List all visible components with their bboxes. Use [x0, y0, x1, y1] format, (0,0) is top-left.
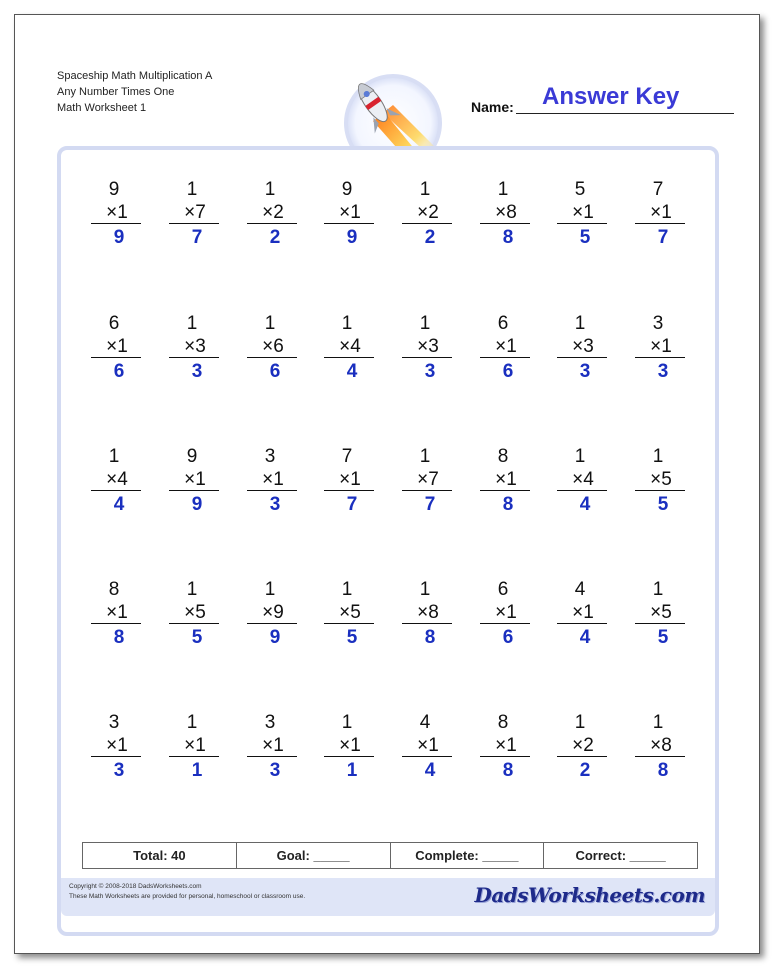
multiplier: ×1 — [480, 468, 530, 491]
multiplicand: 3 — [264, 446, 276, 467]
multiplicand: 9 — [108, 179, 120, 200]
problem-1-4 — [324, 178, 374, 251]
answer: 4 — [579, 494, 591, 515]
multiplicand: 1 — [186, 579, 198, 600]
problem-2-2 — [169, 312, 219, 385]
answer: 5 — [579, 227, 591, 248]
multiplier: ×1 — [557, 201, 607, 224]
answer-key-label: Answer Key — [542, 83, 680, 110]
multiplier: ×1 — [635, 201, 685, 224]
site-logo: DadsWorksheets.com — [474, 883, 705, 907]
multiplier: ×1 — [324, 468, 374, 491]
problem-5-6 — [480, 711, 530, 784]
multiplicand: 1 — [574, 712, 586, 733]
usage-line: These Math Worksheets are provided for personal, homeschool or classroom use. — [69, 893, 306, 900]
multiplicand: 1 — [652, 712, 664, 733]
correct-cell: Correct: _____ — [575, 848, 666, 863]
worksheet-header — [57, 68, 212, 116]
multiplicand: 1 — [574, 446, 586, 467]
multiplicand: 3 — [108, 712, 120, 733]
goal-cell: Goal: _____ — [237, 843, 391, 868]
answer: 6 — [502, 627, 514, 648]
multiplicand: 1 — [186, 313, 198, 334]
answer: 5 — [657, 627, 669, 648]
problem-2-4 — [324, 312, 374, 385]
multiplier: ×1 — [247, 734, 297, 757]
multiplier: ×6 — [247, 335, 297, 358]
problem-3-4 — [324, 445, 374, 518]
multiplicand: 8 — [497, 446, 509, 467]
multiplier: ×1 — [480, 335, 530, 358]
answer: 2 — [424, 227, 436, 248]
problem-4-1 — [91, 578, 141, 651]
multiplier: ×1 — [324, 734, 374, 757]
answer: 7 — [191, 227, 203, 248]
multiplicand: 1 — [341, 313, 353, 334]
problem-3-5 — [402, 445, 452, 518]
problem-1-8 — [635, 178, 685, 251]
answer: 6 — [113, 361, 125, 382]
multiplicand: 4 — [574, 579, 586, 600]
multiplicand: 7 — [652, 179, 664, 200]
multiplicand: 1 — [264, 313, 276, 334]
answer: 8 — [424, 627, 436, 648]
answer: 9 — [269, 627, 281, 648]
answer: 3 — [113, 760, 125, 781]
problem-4-3 — [247, 578, 297, 651]
problem-1-5 — [402, 178, 452, 251]
problem-2-7 — [557, 312, 607, 385]
multiplicand: 1 — [419, 313, 431, 334]
problem-1-7 — [557, 178, 607, 251]
multiplicand: 8 — [108, 579, 120, 600]
answer: 8 — [502, 227, 514, 248]
answer: 4 — [113, 494, 125, 515]
multiplicand: 8 — [497, 712, 509, 733]
problem-2-6 — [480, 312, 530, 385]
multiplier: ×2 — [247, 201, 297, 224]
multiplier: ×3 — [557, 335, 607, 358]
multiplier: ×4 — [324, 335, 374, 358]
multiplier: ×8 — [635, 734, 685, 757]
multiplier: ×1 — [480, 734, 530, 757]
problem-5-1 — [91, 711, 141, 784]
problem-4-6 — [480, 578, 530, 651]
multiplicand: 9 — [186, 446, 198, 467]
answer: 8 — [502, 760, 514, 781]
multiplier: ×1 — [169, 734, 219, 757]
multiplicand: 1 — [419, 579, 431, 600]
multiplicand: 1 — [652, 446, 664, 467]
multiplicand: 4 — [419, 712, 431, 733]
multiplier: ×1 — [91, 201, 141, 224]
answer: 9 — [113, 227, 125, 248]
problem-1-1 — [91, 178, 141, 251]
multiplicand: 1 — [419, 446, 431, 467]
worksheet-subtitle: Any Number Times One — [57, 86, 175, 98]
problem-2-8 — [635, 312, 685, 385]
multiplier: ×7 — [402, 468, 452, 491]
multiplier: ×1 — [480, 601, 530, 624]
multiplier: ×1 — [91, 335, 141, 358]
multiplicand: 1 — [108, 446, 120, 467]
worksheet-page — [14, 14, 760, 954]
total-cell: Total: 40 — [83, 843, 237, 868]
name-field[interactable] — [516, 113, 734, 114]
multiplier: ×1 — [169, 468, 219, 491]
problem-3-2 — [169, 445, 219, 518]
multiplier: ×1 — [324, 201, 374, 224]
multiplier: ×5 — [635, 601, 685, 624]
worksheet-title: Spaceship Math Multiplication A — [57, 70, 213, 82]
answer: 7 — [424, 494, 436, 515]
answer: 1 — [191, 760, 203, 781]
answer: 7 — [657, 227, 669, 248]
answer: 1 — [346, 760, 358, 781]
answer: 8 — [113, 627, 125, 648]
name-label: Name: — [471, 99, 514, 115]
answer: 2 — [579, 760, 591, 781]
problem-4-5 — [402, 578, 452, 651]
problem-4-7 — [557, 578, 607, 651]
copyright-notice — [69, 882, 305, 902]
problem-3-8 — [635, 445, 685, 518]
worksheet-number: Math Worksheet 1 — [57, 102, 147, 114]
multiplier: ×9 — [247, 601, 297, 624]
multiplicand: 6 — [497, 313, 509, 334]
answer: 4 — [346, 361, 358, 382]
multiplicand: 1 — [419, 179, 431, 200]
multiplicand: 1 — [186, 179, 198, 200]
problem-4-4 — [324, 578, 374, 651]
multiplicand: 3 — [652, 313, 664, 334]
problem-5-7 — [557, 711, 607, 784]
multiplicand: 1 — [264, 179, 276, 200]
answer: 4 — [424, 760, 436, 781]
problem-5-5 — [402, 711, 452, 784]
multiplicand: 1 — [341, 712, 353, 733]
multiplicand: 1 — [341, 579, 353, 600]
multiplier: ×5 — [324, 601, 374, 624]
multiplier: ×1 — [635, 335, 685, 358]
answer: 8 — [502, 494, 514, 515]
multiplicand: 5 — [574, 179, 586, 200]
answer: 6 — [269, 361, 281, 382]
multiplicand: 6 — [108, 313, 120, 334]
problem-5-4 — [324, 711, 374, 784]
score-table — [82, 842, 698, 869]
problem-1-3 — [247, 178, 297, 251]
multiplicand: 6 — [497, 579, 509, 600]
multiplier: ×1 — [91, 734, 141, 757]
multiplier: ×1 — [557, 601, 607, 624]
problem-5-2 — [169, 711, 219, 784]
answer: 5 — [657, 494, 669, 515]
answer: 3 — [191, 361, 203, 382]
multiplicand: 1 — [186, 712, 198, 733]
problem-3-7 — [557, 445, 607, 518]
answer: 3 — [424, 361, 436, 382]
problem-5-8 — [635, 711, 685, 784]
problem-3-1 — [91, 445, 141, 518]
complete-cell: Complete: _____ — [391, 843, 545, 868]
multiplier: ×2 — [402, 201, 452, 224]
answer: 5 — [191, 627, 203, 648]
answer: 9 — [346, 227, 358, 248]
multiplicand: 3 — [264, 712, 276, 733]
problem-4-2 — [169, 578, 219, 651]
answer: 3 — [579, 361, 591, 382]
problem-3-3 — [247, 445, 297, 518]
answer: 8 — [657, 760, 669, 781]
answer: 6 — [502, 361, 514, 382]
answer: 4 — [579, 627, 591, 648]
problem-5-3 — [247, 711, 297, 784]
multiplicand: 1 — [264, 579, 276, 600]
multiplier: ×1 — [247, 468, 297, 491]
answer: 3 — [269, 494, 281, 515]
answer: 5 — [346, 627, 358, 648]
multiplier: ×1 — [402, 734, 452, 757]
multiplier: ×4 — [91, 468, 141, 491]
multiplier: ×5 — [635, 468, 685, 491]
answer: 3 — [269, 760, 281, 781]
multiplier: ×7 — [169, 201, 219, 224]
footer-band — [61, 878, 715, 916]
multiplier: ×2 — [557, 734, 607, 757]
problems-panel — [57, 146, 719, 936]
multiplier: ×3 — [402, 335, 452, 358]
multiplicand: 1 — [497, 179, 509, 200]
multiplier: ×3 — [169, 335, 219, 358]
multiplicand: 7 — [341, 446, 353, 467]
problem-1-6 — [480, 178, 530, 251]
problem-3-6 — [480, 445, 530, 518]
problem-2-3 — [247, 312, 297, 385]
answer: 7 — [346, 494, 358, 515]
multiplier: ×5 — [169, 601, 219, 624]
multiplier: ×4 — [557, 468, 607, 491]
problem-2-1 — [91, 312, 141, 385]
multiplier: ×1 — [91, 601, 141, 624]
multiplier: ×8 — [480, 201, 530, 224]
problem-2-5 — [402, 312, 452, 385]
copyright-line: Copyright © 2008-2018 DadsWorksheets.com — [69, 883, 202, 890]
problem-1-2 — [169, 178, 219, 251]
answer: 2 — [269, 227, 281, 248]
multiplicand: 1 — [652, 579, 664, 600]
multiplicand: 1 — [574, 313, 586, 334]
answer: 3 — [657, 361, 669, 382]
multiplicand: 9 — [341, 179, 353, 200]
problem-4-8 — [635, 578, 685, 651]
answer: 9 — [191, 494, 203, 515]
multiplier: ×8 — [402, 601, 452, 624]
